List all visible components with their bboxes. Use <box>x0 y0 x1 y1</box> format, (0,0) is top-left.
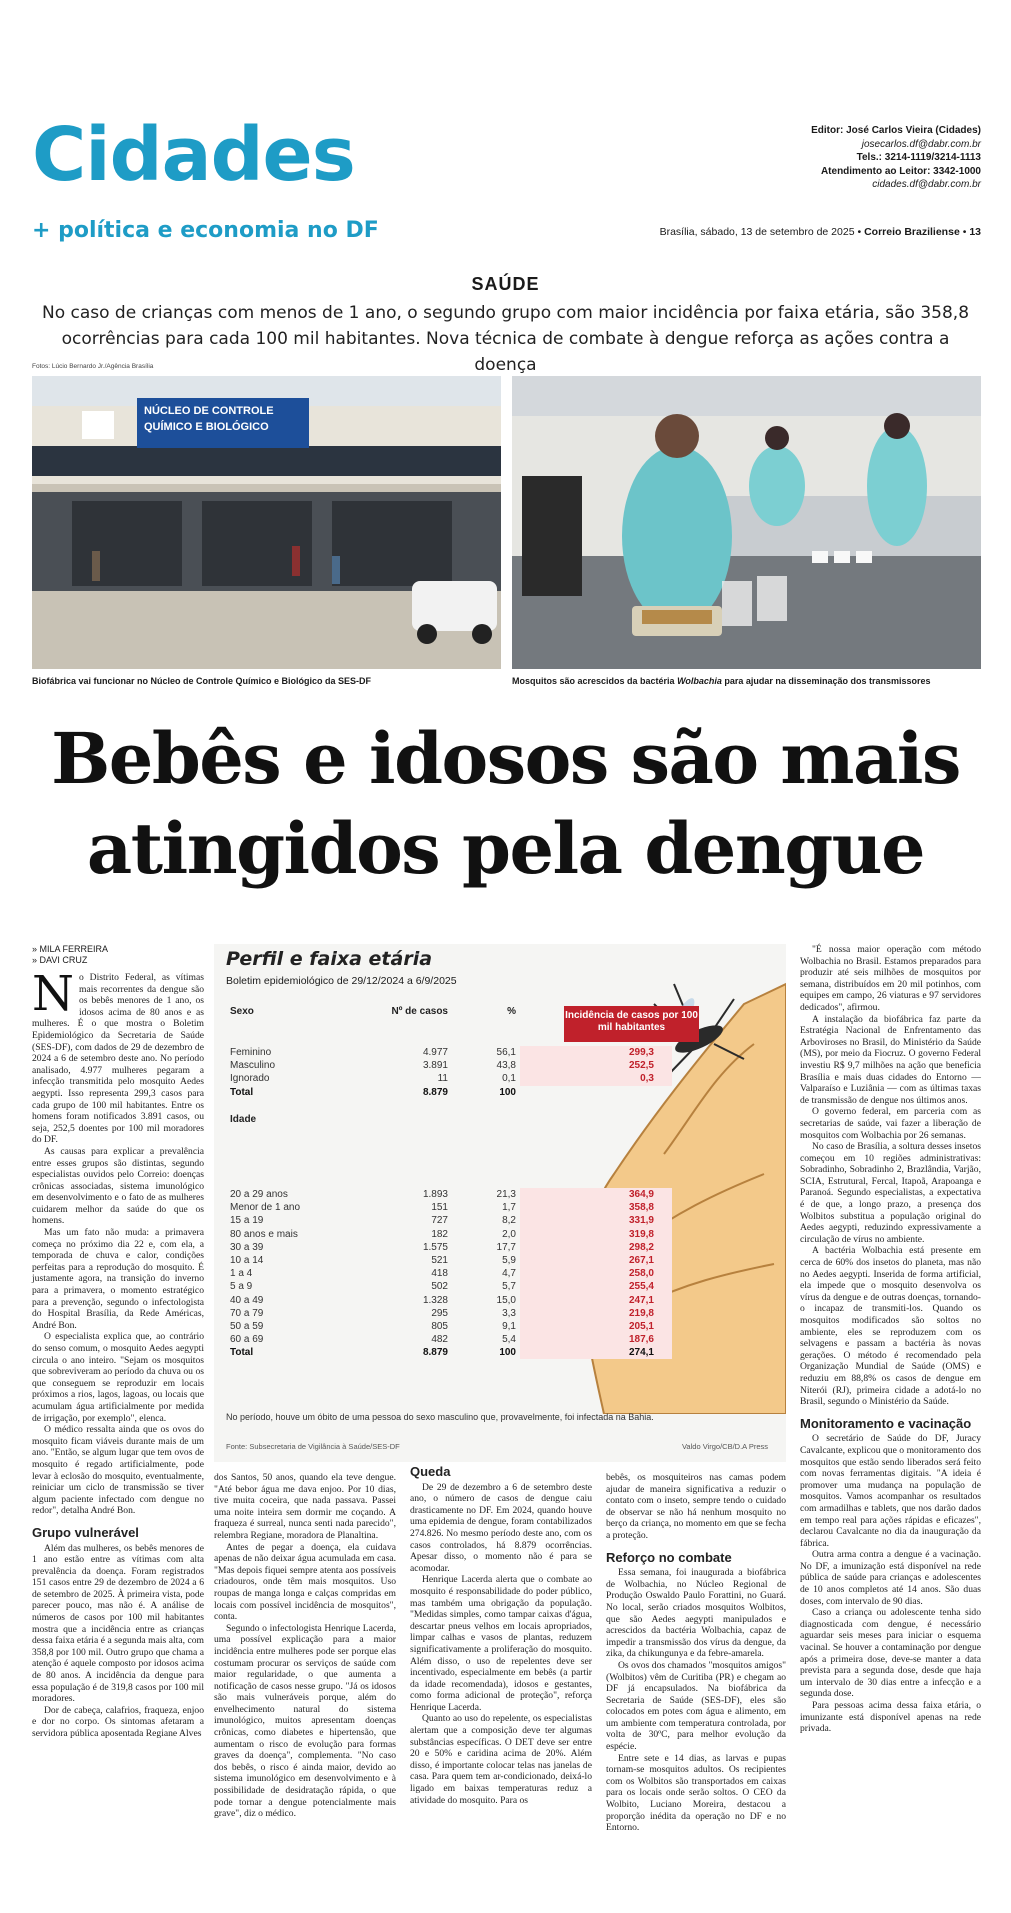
row-inc-empty <box>520 1086 672 1099</box>
row-label: 15 a 19 <box>230 1215 264 1227</box>
table-row <box>226 1267 672 1280</box>
drop-cap: N <box>32 966 74 1022</box>
row-label: Feminino <box>230 1047 272 1059</box>
paragraph: Henrique Lacerda alerta que o combate ao mosquito é responsabilidade do poder público, mas também uma obrigação da população. "Medidas simples, como tampar caixas d'água, descartar pneus velhos em locais apropriados, limpar calhas e vasos de plantas, reduzem significativamente a proliferação do mosquito. Além disso, o uso de repelentes deve ser incentivado, especialmente em bebês (a partir da idade recomendada), idosos e gestantes, como forma adicional de proteção", reforça Henrique Lacerda. <box>410 1574 592 1713</box>
row-pct: 5,9 <box>502 1255 516 1267</box>
table-row <box>226 1188 672 1201</box>
row-cases: 4.977 <box>422 1047 448 1059</box>
paragraph: Caso a criança ou adolescente tenha sido diagnosticada com dengue, é necessário aguardar seis meses para iniciar o esquema vacinal. Se houver a contaminação por dengue após a primeira dose, deve-se manter a data prevista para a segunda dose, desde que haja um intervalo de 30 dias entre a infecção e a segunda dose. <box>800 1607 981 1700</box>
row-inc: 255,4 <box>520 1280 672 1293</box>
row-pct: 15,0 <box>496 1294 516 1306</box>
row-cases: 502 <box>431 1281 448 1293</box>
sign-line-1: NÚCLEO DE CONTROLE <box>144 405 274 417</box>
table-header <box>226 1006 672 1046</box>
row-label: 20 a 29 anos <box>230 1189 288 1201</box>
row-cases: 418 <box>431 1268 448 1280</box>
graphic-credit: Valdo Virgo/CB/D.A Press <box>681 1442 768 1451</box>
table-total-row <box>226 1346 672 1359</box>
row-inc: 319,8 <box>520 1228 672 1241</box>
author-1: » MILA FERREIRA <box>32 944 109 954</box>
paragraph: Além das mulheres, os bebês menores de 1 ano estão entre as vítimas com alta prevalência da doença. Foram registrados 151 casos entre 29 de dezembro de 2024 a 6 de setembro de 2025. À primeira vista, pode parecer pouco, mas não é. A análise de números de casos por 100 mil habitantes mostra que a incidência entre as crianças dessa faixa etária é a segunda mais alta, com 358,8 por 100 mil. Outro grupo que chama a atenção é aquele composto por idosos acima de 80 anos. A incidência da dengue para essa população é de 319,8 casos por 100 mil moradores. <box>32 1542 204 1705</box>
row-label: 10 a 14 <box>230 1255 264 1267</box>
paragraph: Dor de cabeça, calafrios, fraqueza, enjoo e dor no corpo. Os sintomas afetaram a servidora pública aposentada Regiane Alves <box>32 1704 204 1739</box>
row-pct: 5,7 <box>502 1281 516 1293</box>
table-row <box>226 1228 672 1241</box>
section-label: SAÚDE <box>471 274 540 294</box>
row-label: 70 a 79 <box>230 1307 264 1319</box>
paragraph: "É nossa maior operação com método Wolbachia no Brasil. Estamos preparados para produzir até seis milhões de mosquitos por semana, distribuídos em 20 mil potinhos, com equipes em campo, 26 viaturas e 97 servidores dedicados", afirmou. <box>800 944 981 1013</box>
reader-service: Atendimento ao Leitor: 3342-1000 <box>820 165 981 177</box>
paragraph: Antes de pegar a doença, ela cuidava apenas de não deixar água acumulada em casa. "Mas depois fiquei sempre atenta aos possíveis criadouros, onde têm mais mosquitos. Uso roupas de manga longa e calças compridas em locais com possível incidência de mosquitos", conta. <box>214 1541 396 1623</box>
paragraph: Os ovos dos chamados "mosquitos amigos" (Wolbitos) vêm de Curitiba (PR) e chegam ao DF já encapsulados. Na biofábrica da Secretaria de Saúde (SES-DF), eles são colocados em potes com água e alimento, em um ambiente com temperatura controlada, por volta de 30ºC, para melhor evolução da espécie. <box>606 1659 786 1753</box>
paragraph: No caso de Brasília, a soltura desses insetos começou em 10 regiões administrativas: Sobradinho, Sobradinho 2, Brazlândia, Varjão, SCIA, Estrutural, Fercal, Itapoã, Arapoanga e Paranoá. Segundo especialistas, a expectativa é de que, a longo prazo, a presença dos Wolbitos substitua a população original do Aedes aegypti, reduzindo expressivamente a circulação de vírus no ambiente. <box>800 1141 981 1245</box>
row-inc: 358,8 <box>520 1201 672 1214</box>
paragraph: O governo federal, em parceria com as secretarias de saúde, vai fazer a liberação de mosquitos com Wolbachia por 26 semanas. <box>800 1106 981 1141</box>
paragraph: Quanto ao uso do repelente, os especialistas alertam que a composição deve ter algumas substâncias específicas. O DET deve ser entre 20 e 50% e caridina acima de 20%. Além disso, é importante colocar telas nas janelas de casa. Para quem tem ar-condicionado, deixá-lo ligado em baixas temperaturas reduz a atividade do mosquito. Para os <box>410 1713 592 1806</box>
building-illustration <box>32 376 501 669</box>
row-inc: 299,3 <box>520 1046 672 1059</box>
paragraph: A instalação da biofábrica faz parte da Estratégia Nacional de Enfrentamento das Arboviroses no Brasil, do Ministério da Saúde (MS), por meio da Fiocruz. O governo Federal investiu R$ 9,7 milhões na ação que beneficia Brasília e mais duas cidades do Entorno — Valparaíso e Luziânia — com as últimas taxas de transmissão de dengue nos últimos anos. <box>800 1013 981 1106</box>
row-cases: 805 <box>431 1320 448 1332</box>
incidence-header: Incidência de casos por 100 mil habitantes <box>564 1006 699 1042</box>
paragraph: O médico ressalta ainda que os ovos do mosquito ficam viáveis durante mais de um ano. "Então, se algum lugar que tem ovos de mosquito é regado artificialmente, pode levar à eclosão do mosquito, eventualmente, reiniciar um ciclo de transmissão se tiver algum paciente infectado com dengue no redor", detalha André Bon. <box>32 1424 204 1517</box>
row-cases: 482 <box>431 1334 448 1346</box>
cases-table <box>226 1006 672 1138</box>
col-inc-spacer <box>520 1006 672 1046</box>
table-spacer <box>226 1125 672 1138</box>
row-pct: 2,0 <box>502 1228 516 1240</box>
row-cases: 1.328 <box>422 1294 448 1306</box>
col-cases: Nº de casos <box>391 1006 448 1017</box>
table-row <box>226 1333 672 1346</box>
paragraph: Outra arma contra a dengue é a vacinação. No DF, a imunização está disponível na rede pública de saúde para crianças e adolescentes de 10 anos completos até 14 anos. São duas doses, com intervalo de 90 dias. <box>800 1549 981 1607</box>
row-pct: 17,7 <box>496 1241 516 1253</box>
row-pct: 21,3 <box>496 1189 516 1201</box>
row-inc: 298,2 <box>520 1241 672 1254</box>
row-label: Menor de 1 ano <box>230 1202 301 1214</box>
row-pct: 100 <box>499 1347 516 1359</box>
paragraph: o Distrito Federal, as vítimas mais recorrentes da dengue são os bebês menores de 1 ano, os idosos acima de 80 anos e as mulheres. É o que mostra o Boletim Epidemiológico da Secretaria de Saúde (SES-DF), com dados de 29 de dezembro de 2024 a 6 de setembro deste ano. No período analisado, 4.977 mulheres pegaram a infecção transmitida pelo mosquito Aedes aegypti. Isso representa 299,3 casos para cada grupo de 100 mil habitantes. Entre os homens foram notificados 3.891 casos, ou seja, 252,5 doentes por 100 mil moradores do DF. <box>32 972 204 1146</box>
row-label: 40 a 49 <box>230 1294 264 1306</box>
paragraph: O especialista explica que, ao contrário do senso comum, o mosquito Aedes aegypti circula o ano inteiro. "Sejam os mosquitos que sobreviveram ao período da chuva ou os que conseguem se reproduzir em locais próximos a rios, lagos, lagoas, ou locais que acumulam água artificialmente por medida de irrigação, por exemplo", elenca. <box>32 1331 204 1424</box>
row-inc: 364,9 <box>520 1188 672 1201</box>
graphic-subtitle: Boletim epidemiológico de 29/12/2024 a 6/9/2025 <box>226 975 457 987</box>
row-label: 80 anos e mais <box>230 1228 298 1240</box>
row-label: 5 a 9 <box>230 1281 253 1293</box>
row-cases: 11 <box>437 1073 448 1085</box>
table-row <box>226 1201 672 1214</box>
col-pct: % <box>507 1006 516 1017</box>
section-email[interactable]: cidades.df@dabr.com.br <box>872 179 981 190</box>
col-sexo: Sexo <box>230 1006 254 1017</box>
lab-illustration <box>512 376 981 669</box>
age-table <box>226 1188 672 1359</box>
table-spacer <box>226 1099 672 1125</box>
section-logo: Cidades <box>32 112 355 198</box>
graphic-note: No período, houve um óbito de uma pessoa do sexo masculino que, provavelmente, foi infectada na Bahia. <box>226 1412 654 1422</box>
paragraph: Essa semana, foi inaugurada a biofábrica de Wolbachia, no Núcleo Regional de Produção Oswaldo Paulo Forattini, no Guará. No local, serão criados mosquitos Wolbitos, que são Aedes aegypti manipulados e acrescidos da bactéria Wolbachia, capaz de impedir a transmissão dos vírus da dengue, da zika, da chikungunya e da febre-amarela. <box>606 1567 786 1660</box>
subhead-queda: Queda <box>410 1464 451 1479</box>
headline-line-1: Bebês e idosos são mais <box>51 717 960 800</box>
photo2-caption <box>512 676 931 686</box>
row-pct: 43,8 <box>496 1060 516 1072</box>
subhead-grupo: Grupo vulnerável <box>32 1524 139 1540</box>
row-inc: 205,1 <box>520 1320 672 1333</box>
photo1-caption: Biofábrica vai funcionar no Núcleo de Controle Químico e Biológico da SES-DF <box>32 676 372 686</box>
article-column-5 <box>800 944 981 1735</box>
row-cases: 151 <box>431 1202 448 1214</box>
row-cases: 8.879 <box>422 1086 448 1098</box>
row-pct: 8,2 <box>502 1215 516 1227</box>
table-row <box>226 1046 672 1059</box>
table-row <box>226 1254 672 1267</box>
biofactory-photo <box>32 376 501 669</box>
table-row <box>226 1320 672 1333</box>
sign-line-2: QUÍMICO E BIOLÓGICO <box>144 421 269 433</box>
graphic-title: Perfil e faixa etária <box>226 948 433 970</box>
paragraph: Mas um fato não muda: a primavera começa no próximo dia 22 e, com ela, a temporada de chuva e calor, condições perfeitas para a reprodução do mosquito. É justamente agora, na transição do inverno para a primavera, o momento estratégico para a prevenção, segundo o infectologista do Hospital Brasília, da Rede Américas, André Bon. <box>32 1227 204 1331</box>
article-column-1 <box>32 966 204 1740</box>
row-cases: 521 <box>431 1255 448 1267</box>
row-label: 1 a 4 <box>230 1268 253 1280</box>
row-inc: 0,3 <box>520 1072 672 1085</box>
row-pct: 4,7 <box>502 1268 516 1280</box>
section-subtitle: + política e economia no DF <box>32 218 379 243</box>
date-text: Brasília, sábado, 13 de setembro de 2025 <box>659 226 855 238</box>
row-inc: 258,0 <box>520 1267 672 1280</box>
table-row <box>226 1059 672 1072</box>
article-column-4 <box>606 1472 786 1834</box>
dateline <box>660 226 981 238</box>
editor-box <box>811 124 981 192</box>
paragraph: O secretário de Saúde do DF, Juracy Cavalcante, explicou que o monitoramento dos mosquitos que estão sendo liberados será feito com novas ferramentas digitais. "A ideia é promover uma mudança na população de mosquitos. Vamos acompanhar os resultados com armadilhas e tablets, que nos darão dados em tempo real para ações rápidas e eficazes", declarou Cavalcante no dia da inauguração da fábrica. <box>800 1433 981 1549</box>
table-row <box>226 1072 672 1085</box>
paragraph: De 29 de dezembro a 6 de setembro deste ano, o número de casos de dengue caiu drasticamente no DF. Em 2024, quando houve uma epidemia de dengue, foram contabilizados 274.826. No mesmo período deste ano, com os casos controlados, há 8.879 ocorrências. Apesar disso, o momento não é para se acomodar. <box>410 1481 592 1574</box>
paragraph: dos Santos, 50 anos, quando ela teve dengue. "Até bebor água me dava enjoo. Por 10 dias, tive muita coceira, que nada passava. Passei uma noite inteira sem dormir me coçando. A fraqueza é surreal, nunca senti nada parecido", relembra Regiane, moradora de Planaltina. <box>214 1472 396 1541</box>
caption-text: Mosquitos são acrescidos da bactéria <box>512 676 678 686</box>
row-label: Ignorado <box>230 1073 270 1085</box>
row-pct: 0,1 <box>502 1073 516 1085</box>
idade-label: Idade <box>230 1113 257 1125</box>
row-pct: 5,4 <box>502 1334 516 1346</box>
photo-credit: Fotos: Lúcio Bernardo Jr./Agência Brasília <box>32 363 154 370</box>
row-cases: 182 <box>431 1228 448 1240</box>
separator-bullet: • <box>857 226 862 238</box>
row-cases: 1.575 <box>422 1241 448 1253</box>
headline <box>0 714 1011 894</box>
row-cases: 295 <box>431 1307 448 1319</box>
byline <box>32 944 108 966</box>
lab-photo <box>512 376 981 669</box>
headline-line-2: atingidos pela dengue <box>86 807 925 890</box>
editor-name: Editor: José Carlos Vieira (Cidades) <box>811 125 981 136</box>
row-cases: 3.891 <box>422 1060 448 1072</box>
caption-text: para ajudar na disseminação dos transmissores <box>721 676 931 686</box>
row-pct: 9,1 <box>502 1320 516 1332</box>
article-column-3 <box>410 1466 592 1806</box>
table-row <box>226 1294 672 1307</box>
row-inc: 331,9 <box>520 1214 672 1227</box>
row-pct: 1,7 <box>502 1202 516 1214</box>
row-label: 60 a 69 <box>230 1334 264 1346</box>
row-pct: 56,1 <box>496 1047 516 1059</box>
author-2: » DAVI CRUZ <box>32 955 88 965</box>
editor-phones: Tels.: 3214-1119/3214-1113 <box>856 152 981 163</box>
article-column-2 <box>214 1472 396 1820</box>
table-row <box>226 1307 672 1320</box>
row-label: Total <box>230 1347 254 1359</box>
row-pct: 3,3 <box>502 1307 516 1319</box>
paragraph: A bactéria Wolbachia está presente em cerca de 60% dos insetos do planeta, mas não no Aedes aegypti. Inserida de forma artificial, ela impede que o mosquito desenvolva os vírus da dengue e de outras doenças, tornando-o incapaz de transmiti-los. Quando os mosquitos modificados são soltos no ambiente, eles se reproduzem com os selvagens e passam a bactéria às novas gerações. O método é recomendado pela Organização Mundial de Saúde (OMS) e reduziu em 88,8% os casos de dengue em Niterói (RJ), primeira cidade a adotá-lo no Brasil, segundo o Ministério da Saúde. <box>800 1245 981 1408</box>
row-cases: 8.879 <box>422 1347 448 1359</box>
subhead-monitoramento: Monitoramento e vacinação <box>800 1415 972 1431</box>
row-label: Masculino <box>230 1060 276 1072</box>
graphic-source: Fonte: Subsecretaria de Vigilância à Saúde/SES-DF <box>226 1442 400 1451</box>
row-inc: 187,6 <box>520 1333 672 1346</box>
row-inc: 267,1 <box>520 1254 672 1267</box>
infographic <box>214 944 786 1462</box>
paragraph: Segundo o infectologista Henrique Lacerda, uma possível explicação para a maior incidência entre mulheres pode ser porque elas costumam procurar os serviços de saúde com maior regularidade, o que aumenta a notificação de casos nesse grupo. "Já os idosos são mais vulneráveis porque, além do envelhecimento natural do sistema imunológico, muitos apresentam doenças crônicas, como diabetes e hipertensão, que aumentam o risco de evolução para formas graves da doença", complementa. "No caso dos bebês, o risco é ainda maior, devido ao sistema imunológico em desenvolvimento e à possibilidade de desidratação rápida, o que pode tornar a dengue potencialmente mais grave", diz o médico. <box>214 1622 396 1820</box>
paragraph: As causas para explicar a prevalência entre esses grupos são distintas, segundo especialistas ouvidos pelo Correio: doenças crônicas associadas, sistema imunológico em desenvolvimento e o fato de as mulheres cuidarem melhor da saúde do que os homens. <box>32 1145 204 1227</box>
row-cases: 1.893 <box>422 1189 448 1201</box>
row-pct: 100 <box>499 1086 516 1098</box>
row-label: 30 a 39 <box>230 1241 264 1253</box>
caption-italic: Wolbachia <box>677 676 722 686</box>
table-row <box>226 1214 672 1227</box>
table-row <box>226 1241 672 1254</box>
subhead-reforco: Reforço no combate <box>606 1549 732 1565</box>
row-inc: 252,5 <box>520 1059 672 1072</box>
table-total-row <box>226 1086 672 1099</box>
newspaper-name: Correio Braziliense <box>864 226 960 238</box>
article-deck: No caso de crianças com menos de 1 ano, o segundo grupo com maior incidência por faixa etária, são 358,8 ocorrências para cada 100 mil habitantes. Nova técnica de combate à dengue reforça as ações contra a doença <box>41 303 970 375</box>
row-label: 50 a 59 <box>230 1320 264 1332</box>
row-inc: 219,8 <box>520 1307 672 1320</box>
row-inc: 274,1 <box>520 1346 672 1359</box>
separator-bullet: • <box>962 226 967 238</box>
paragraph: Entre sete e 14 dias, as larvas e pupas tornam-se mosquitos adultos. Os recipientes com os Wolbitos são transportados em caixas para os locais onde serão soltos. O CEO da Wolbito, Luciano Moreira, destacou a proporção inédita da operação no DF e no Entorno. <box>606 1752 786 1834</box>
table-row <box>226 1280 672 1293</box>
row-inc: 247,1 <box>520 1294 672 1307</box>
page-number: 13 <box>969 226 981 238</box>
row-label: Total <box>230 1086 254 1098</box>
editor-email[interactable]: josecarlos.df@dabr.com.br <box>861 138 981 150</box>
paragraph: bebês, os mosquiteiros nas camas podem ajudar de maneira significativa a reduzir o contato com o inseto, sempre tendo o cuidado de observar se não há nenhum mosquito no berço da criança, no momento em que se fecha a proteção. <box>606 1472 786 1541</box>
paragraph: Para pessoas acima dessa faixa etária, o imunizante está disponível apenas na rede privada. <box>800 1700 981 1735</box>
row-cases: 727 <box>431 1215 448 1227</box>
